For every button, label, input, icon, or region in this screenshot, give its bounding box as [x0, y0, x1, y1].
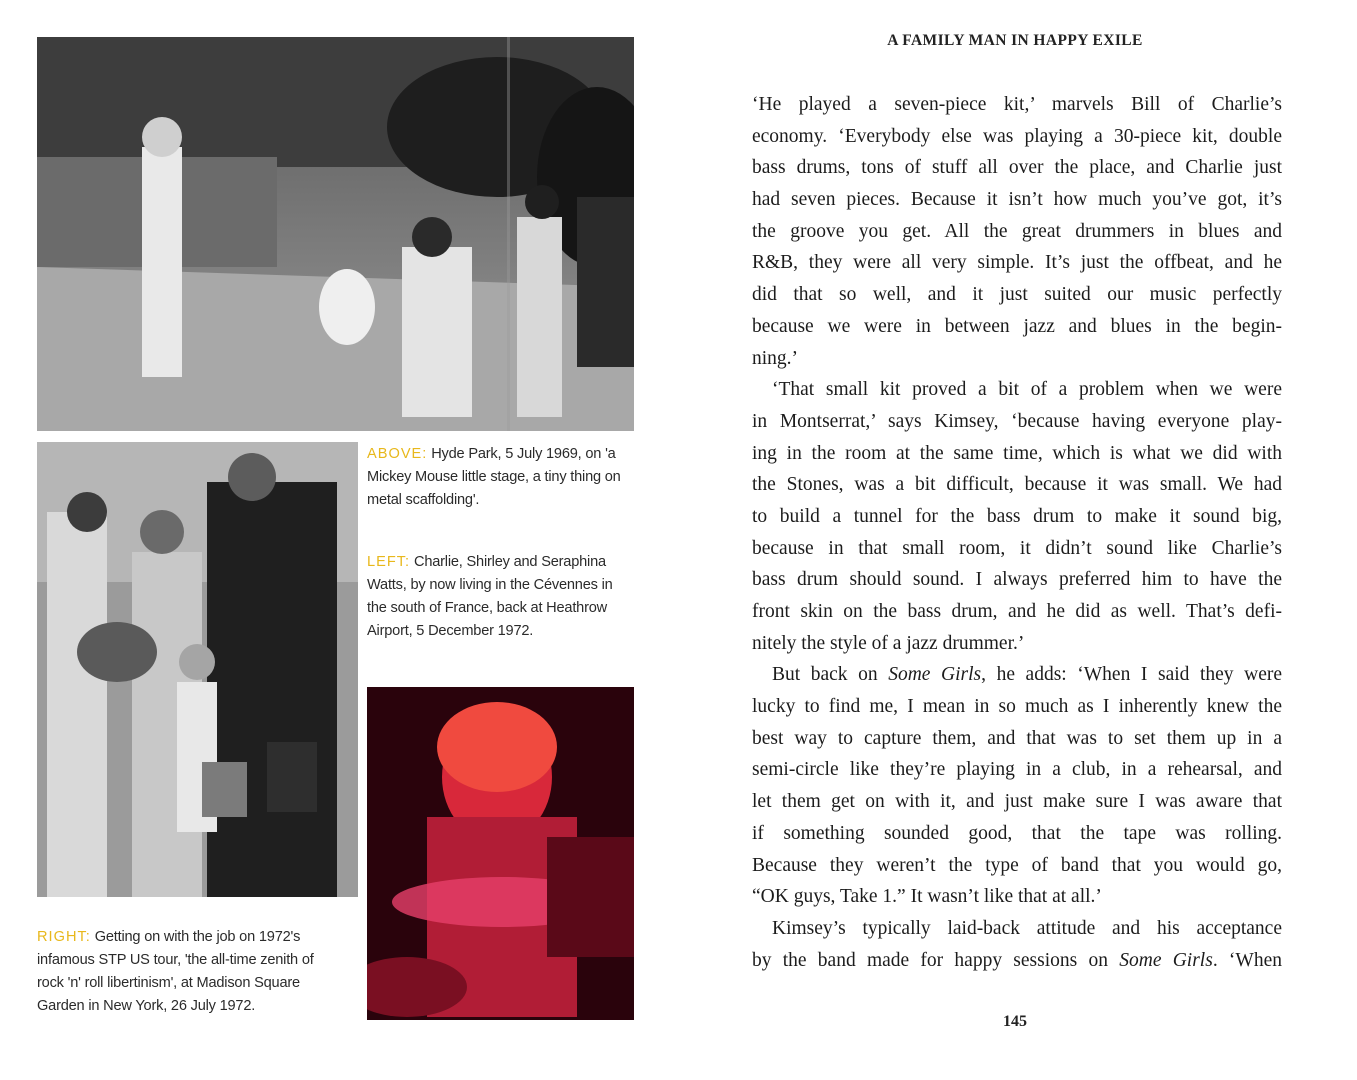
body-line-part: by the band made for happy sessions on	[752, 949, 1120, 971]
body-line: ning.’	[752, 347, 799, 369]
body-line: let them get on with it, and just make sure I was aware that	[752, 791, 1282, 813]
caption-right-lead: RIGHT:	[37, 929, 91, 945]
body-line: the groove you get. All the great drummers in blues and	[752, 220, 1282, 242]
body-line: ‘That small kit proved a bit of a problem when we were	[772, 379, 1282, 401]
caption-right-text: Getting on with the job on 1972's infamous STP US tour, 'the all-time zenith of rock 'n' roll libertinism', at Madison Square Garden in New York, 26 July 1972.	[37, 929, 314, 1014]
body-line: because in that small room, it didn’t sound like Charlie’s	[752, 537, 1282, 559]
body-line: best way to capture them, and that was to set them up in a	[752, 727, 1282, 749]
body-line: bass drum should sound. I always preferred him to have the	[752, 569, 1282, 591]
body-line: economy. ‘Everybody else was playing a 30-piece kit, double	[752, 125, 1282, 147]
body-line	[752, 659, 1282, 691]
body-line: R&B, they were all very simple. It’s just the offbeat, and he	[752, 252, 1282, 274]
body-line: to build a tunnel for the bass drum to make it sound big,	[752, 505, 1282, 527]
caption-left	[367, 551, 635, 643]
photo-madison-square-garden	[367, 687, 634, 1020]
body-line: lucky to find me, I mean in so much as I inherently knew the	[752, 696, 1282, 718]
caption-right	[37, 926, 337, 1018]
caption-above-lead: ABOVE:	[367, 446, 428, 462]
body-line: Kimsey’s typically laid-back attitude and his acceptance	[772, 917, 1282, 939]
body-line-part: But back on	[772, 664, 889, 686]
body-line: ing in the room at the same time, which is what we did with	[752, 442, 1282, 464]
running-head: A FAMILY MAN IN HAPPY EXILE	[887, 32, 1143, 49]
body-text	[752, 89, 1282, 976]
caption-above-text: Hyde Park, 5 July 1969, on 'a Mickey Mouse little stage, a tiny thing on metal scaffolding'.	[367, 446, 621, 508]
body-line: semi-circle like they’re playing in a club, in a rehearsal, and	[752, 759, 1282, 781]
body-line: Because they weren’t the type of band that you would go,	[752, 854, 1282, 876]
body-line: “OK guys, Take 1.” It wasn’t like that at all.’	[752, 886, 1102, 908]
book-title-italic: Some Girls	[888, 664, 982, 686]
body-line: nitely the style of a jazz drummer.’	[752, 632, 1025, 654]
page-number: 145	[1003, 1013, 1027, 1030]
photo-hyde-park-stage	[37, 37, 634, 431]
body-line: did that so well, and it just suited our music perfectly	[752, 284, 1282, 306]
book-title-italic: Some Girls	[1119, 949, 1213, 971]
body-line: in Montserrat,’ says Kimsey, ‘because having everyone play-	[752, 410, 1282, 432]
caption-left-lead: LEFT:	[367, 554, 411, 570]
body-line: if something sounded good, that the tape was rolling.	[752, 822, 1282, 844]
body-line: front skin on the bass drum, and he did as well. That’s defi-	[752, 601, 1282, 622]
caption-above	[367, 443, 639, 512]
body-line	[752, 945, 1282, 977]
body-line: the Stones, was a bit difficult, because it was small. We had	[752, 474, 1282, 496]
body-line: had seven pieces. Because it isn’t how much you’ve got, it’s	[752, 189, 1282, 211]
body-line-part: , he adds: ‘When I said they were	[981, 664, 1283, 686]
photo-heathrow-airport	[37, 442, 358, 897]
caption-left-text: Charlie, Shirley and Seraphina Watts, by now living in the Cévennes in the south of France, back at Heathrow Airport, 5 December 1972.	[367, 554, 613, 639]
body-line: because we were in between jazz and blues in the begin-	[752, 315, 1282, 337]
body-line: bass drums, tons of stuff all over the place, and Charlie just	[752, 157, 1282, 179]
body-line: ‘He played a seven-piece kit,’ marvels Bill of Charlie’s	[752, 94, 1282, 115]
body-line-part: . ‘When	[1212, 949, 1282, 971]
